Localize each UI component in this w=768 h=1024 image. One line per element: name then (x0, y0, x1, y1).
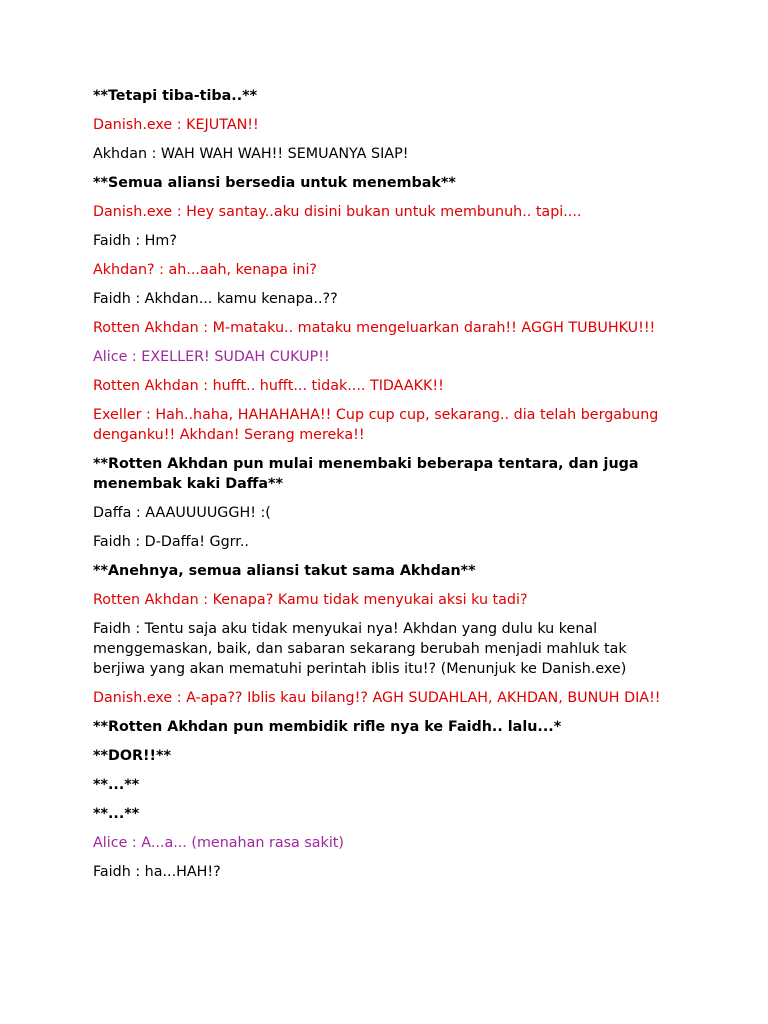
narration-line: **...** (93, 777, 140, 793)
narration-line: **DOR!!** (93, 748, 171, 764)
dialogue-line: Danish.exe : Hey santay..aku disini bukan untuk membunuh.. tapi.... (93, 204, 582, 220)
dialogue-line: Alice : EXELLER! SUDAH CUKUP!! (93, 349, 330, 365)
dialogue-line: Faidh : Akhdan... kamu kenapa..?? (93, 291, 338, 307)
dialogue-line: Exeller : Hah..haha, HAHAHAHA!! Cup cup cup, sekarang.. dia telah bergabung denganku!! Akhdan! Serang mereka!! (93, 407, 659, 443)
narration-line: **Rotten Akhdan pun mulai menembaki beberapa tentara, dan juga menembak kaki Daffa** (93, 456, 639, 492)
dialogue-line: Alice : A...a... (menahan rasa sakit) (93, 835, 344, 851)
dialogue-line: Faidh : Hm? (93, 233, 177, 249)
narration-line: **Rotten Akhdan pun membidik rifle nya ke Faidh.. lalu...* (93, 719, 562, 735)
dialogue-line: Danish.exe : KEJUTAN!! (93, 117, 259, 133)
dialogue-line: Akhdan? : ah...aah, kenapa ini? (93, 262, 318, 278)
dialogue-line: Faidh : D-Daffa! Ggrr.. (93, 534, 249, 550)
dialogue-line: Akhdan : WAH WAH WAH!! SEMUANYA SIAP! (93, 146, 409, 162)
dialogue-line: Daffa : AAAUUUUGGH! :( (93, 505, 271, 521)
narration-line: **Tetapi tiba-tiba..** (93, 88, 258, 104)
dialogue-line: Rotten Akhdan : Kenapa? Kamu tidak menyukai aksi ku tadi? (93, 592, 528, 608)
narration-line: **Semua aliansi bersedia untuk menembak** (93, 175, 456, 191)
dialogue-line: Rotten Akhdan : hufft.. hufft... tidak.... TIDAAKK!! (93, 378, 444, 394)
document-body (93, 86, 683, 891)
narration-line: **...** (93, 806, 140, 822)
dialogue-line: Rotten Akhdan : M-mataku.. mataku mengeluarkan darah!! AGGH TUBUHKU!!! (93, 320, 656, 336)
dialogue-line: Danish.exe : A-apa?? Iblis kau bilang!? AGH SUDAHLAH, AKHDAN, BUNUH DIA!! (93, 690, 661, 706)
dialogue-line: Faidh : Tentu saja aku tidak menyukai nya! Akhdan yang dulu ku kenal menggemaskan, baik, dan sabaran sekarang berubah menjadi mahluk tak berjiwa yang akan mematuhi perintah iblis itu!? (Menunjuk ke Danish.exe) (93, 621, 627, 677)
dialogue-line: Faidh : ha...HAH!? (93, 864, 221, 880)
narration-line: **Anehnya, semua aliansi takut sama Akhdan** (93, 563, 476, 579)
